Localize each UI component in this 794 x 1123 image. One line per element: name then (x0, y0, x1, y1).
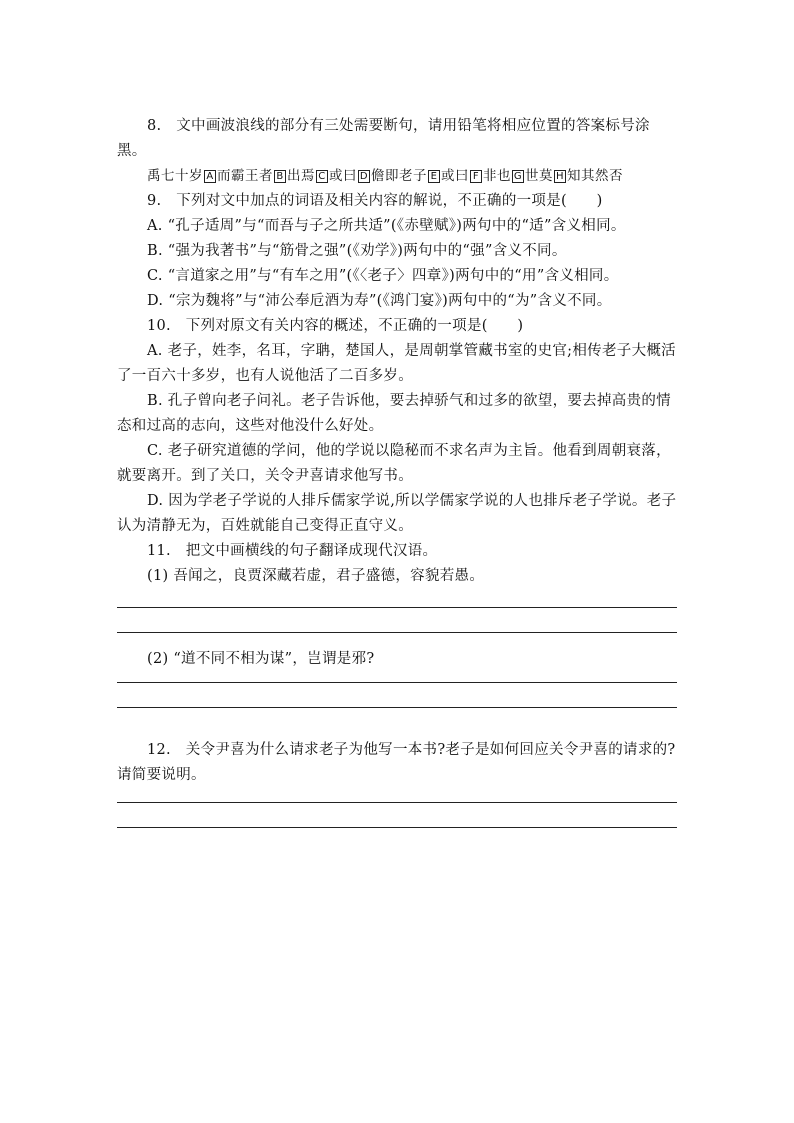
answer-mark-box-e[interactable]: E (428, 170, 440, 183)
answer-mark-box-c[interactable]: C (316, 170, 328, 183)
q11-item-1: (1) 吾闻之，良贾深藏若虚，君子盛德，容貌若愚。 (147, 568, 485, 584)
answer-mark-box-f[interactable]: F (470, 170, 482, 183)
q12-stem: 12. 关令尹喜为什么请求老子为他写一本书?老子是如何回应关令尹喜的请求的?请简要说明。 (117, 742, 676, 783)
q11-item-1-answer-area[interactable] (117, 589, 677, 647)
q8-segment-text: 或曰 (329, 168, 357, 184)
q8-segment-text: 出焉 (287, 168, 315, 184)
q10-stem: 10. 下列对原文有关内容的概述，不正确的一项是( ) (147, 318, 524, 334)
answer-line (117, 802, 677, 803)
answer-mark-box-b[interactable]: B (274, 170, 286, 183)
q8-segment-text: 或曰 (441, 168, 469, 184)
q9-option-a: A. “孔子适周”与“而吾与子之所共适”(《赤壁赋》)两句中的“适”含义相同。 (147, 218, 626, 234)
answer-line (117, 632, 677, 633)
q10-option-d: D. 因为学老子学说的人排斥儒家学说,所以学儒家学说的人也排斥老子学说。老子认为清静无为，百姓就能自己变得正直守义。 (117, 493, 677, 534)
q9-stem: 9. 下列对文中加点的词语及相关内容的解说，不正确的一项是( ) (147, 193, 603, 209)
q11-item-2-answer-area[interactable] (117, 672, 677, 738)
q11-stem: 11. 把文中画横线的句子翻译成现代汉语。 (147, 543, 438, 559)
q8-segment-line (147, 164, 677, 189)
answer-line (117, 707, 677, 708)
answer-line (117, 827, 677, 828)
q10-option-a: A. 老子，姓李，名耳，字聃，楚国人，是周朝掌管藏书室的史官;相传老子大概活了一百六十多岁，也有人说他活了二百多岁。 (117, 343, 676, 384)
q10-option-c: C. 老子研究道德的学问，他的学说以隐秘而不求名声为主旨。他看到周朝衰落，就要离开。到了关口，关令尹喜请求他写书。 (117, 443, 671, 484)
q9-option-b: B. “强为我著书”与“筋骨之强”(《劝学》)两句中的“强”含义不同。 (147, 243, 567, 259)
answer-line (117, 607, 677, 608)
q8-segment-text: 世莫 (525, 168, 553, 184)
q12-answer-area[interactable] (117, 788, 677, 848)
answer-mark-box-a[interactable]: A (204, 170, 216, 183)
q8-segment-text: 禹七十岁 (147, 168, 203, 184)
answer-mark-box-h[interactable]: H (555, 171, 565, 182)
q8-segment-text: 而霸王者 (217, 168, 273, 184)
q11-item-2: (2) “道不同不相为谋”，岂谓是邪? (147, 651, 375, 667)
answer-line (117, 682, 677, 683)
exam-page (117, 114, 677, 848)
answer-mark-box-d[interactable]: D (359, 171, 369, 182)
q8-segment-text: 知其然否 (567, 168, 623, 184)
q8-segment-text: 非也 (483, 168, 511, 184)
q8-segment-text: 儋即老子 (371, 168, 427, 184)
q10-option-b: B. 孔子曾向老子问礼。老子告诉他，要去掉骄气和过多的欲望，要去掉高贵的情态和过高的志向，这些对他没什么好处。 (117, 393, 671, 434)
q8-stem: 8. 文中画波浪线的部分有三处需要断句，请用铅笔将相应位置的答案标号涂黑。 (117, 118, 650, 159)
q9-option-c: C. “言道家之用”与“有车之用”(《〈老子〉四章》)两句中的“用”含义相同。 (147, 268, 619, 284)
answer-mark-box-g[interactable]: G (513, 171, 523, 182)
q9-option-d: D. “宗为魏将”与“沛公奉卮酒为寿”(《鸿门宴》)两句中的“为”含义不同。 (147, 293, 612, 309)
